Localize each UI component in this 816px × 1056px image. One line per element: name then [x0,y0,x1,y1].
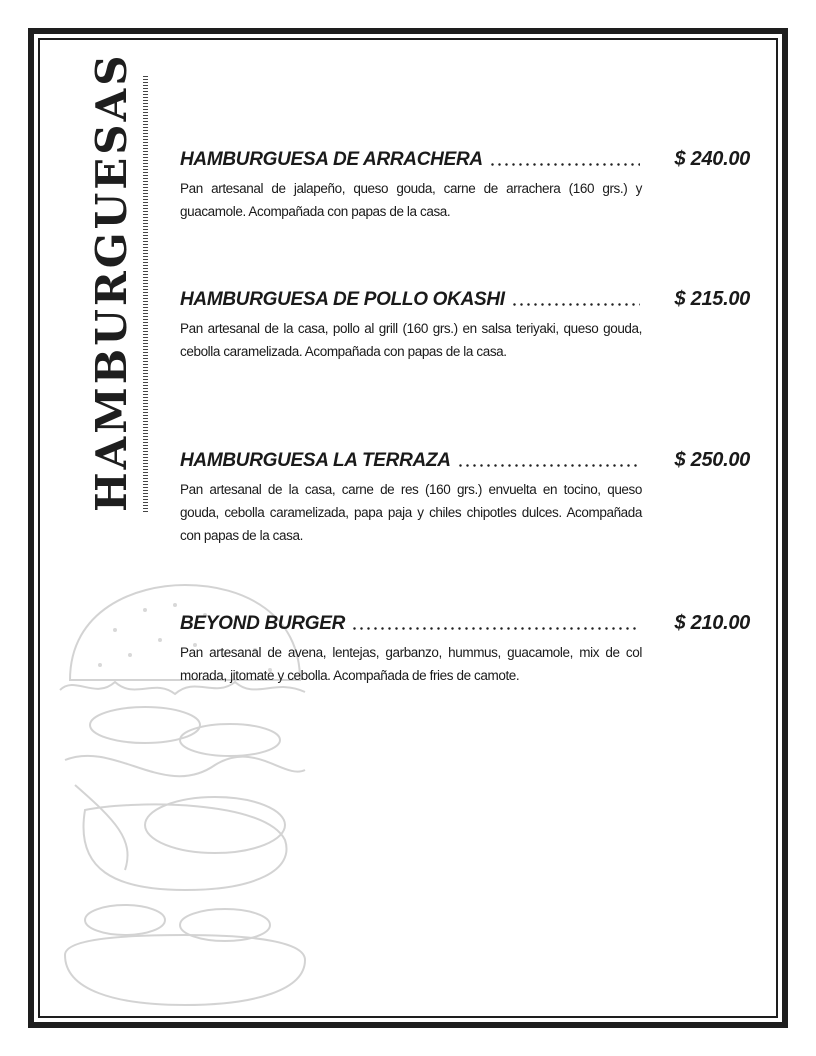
item-price: $ 250.00 [674,449,750,471]
item-price: $ 240.00 [674,148,750,170]
item-price: $ 210.00 [674,612,750,634]
item-description: Pan artesanal de jalapeño, queso gouda, carne de arrachera (160 grs.) y guacamole. Acompañada con papas de la casa. [180,181,642,219]
dot-leader [457,464,640,467]
menu-item [180,288,750,363]
item-description: Pan artesanal de avena, lentejas, garbanzo, hummus, guacamole, mix de col morada, jitomate y cebolla. Acompañada de fries de camote. [180,645,642,683]
menu-item [180,612,750,687]
item-description: Pan artesanal de la casa, pollo al grill (160 grs.) en salsa teriyaki, queso gouda, cebolla caramelizada. Acompañada con papas de la casa. [180,321,642,359]
dot-leader [489,163,640,166]
item-description: Pan artesanal de la casa, carne de res (160 grs.) envuelta en tocino, queso gouda, cebolla caramelizada, papa paja y chiles chipotles dulces. Acompañada con papas de la casa. [180,482,642,543]
dot-leader [511,303,640,306]
dot-leader [351,627,640,630]
menu-item [180,449,750,547]
item-price: $ 215.00 [674,288,750,310]
item-name: HAMBURGUESA DE POLLO OKASHI [180,289,505,310]
item-name: HAMBURGUESA LA TERRAZA [180,450,451,471]
item-name: HAMBURGUESA DE ARRACHERA [180,149,483,170]
menu-item [180,148,750,223]
section-title: HAMBURGUESAS [87,52,136,512]
item-name: BEYOND BURGER [180,613,346,634]
title-divider [143,76,148,512]
